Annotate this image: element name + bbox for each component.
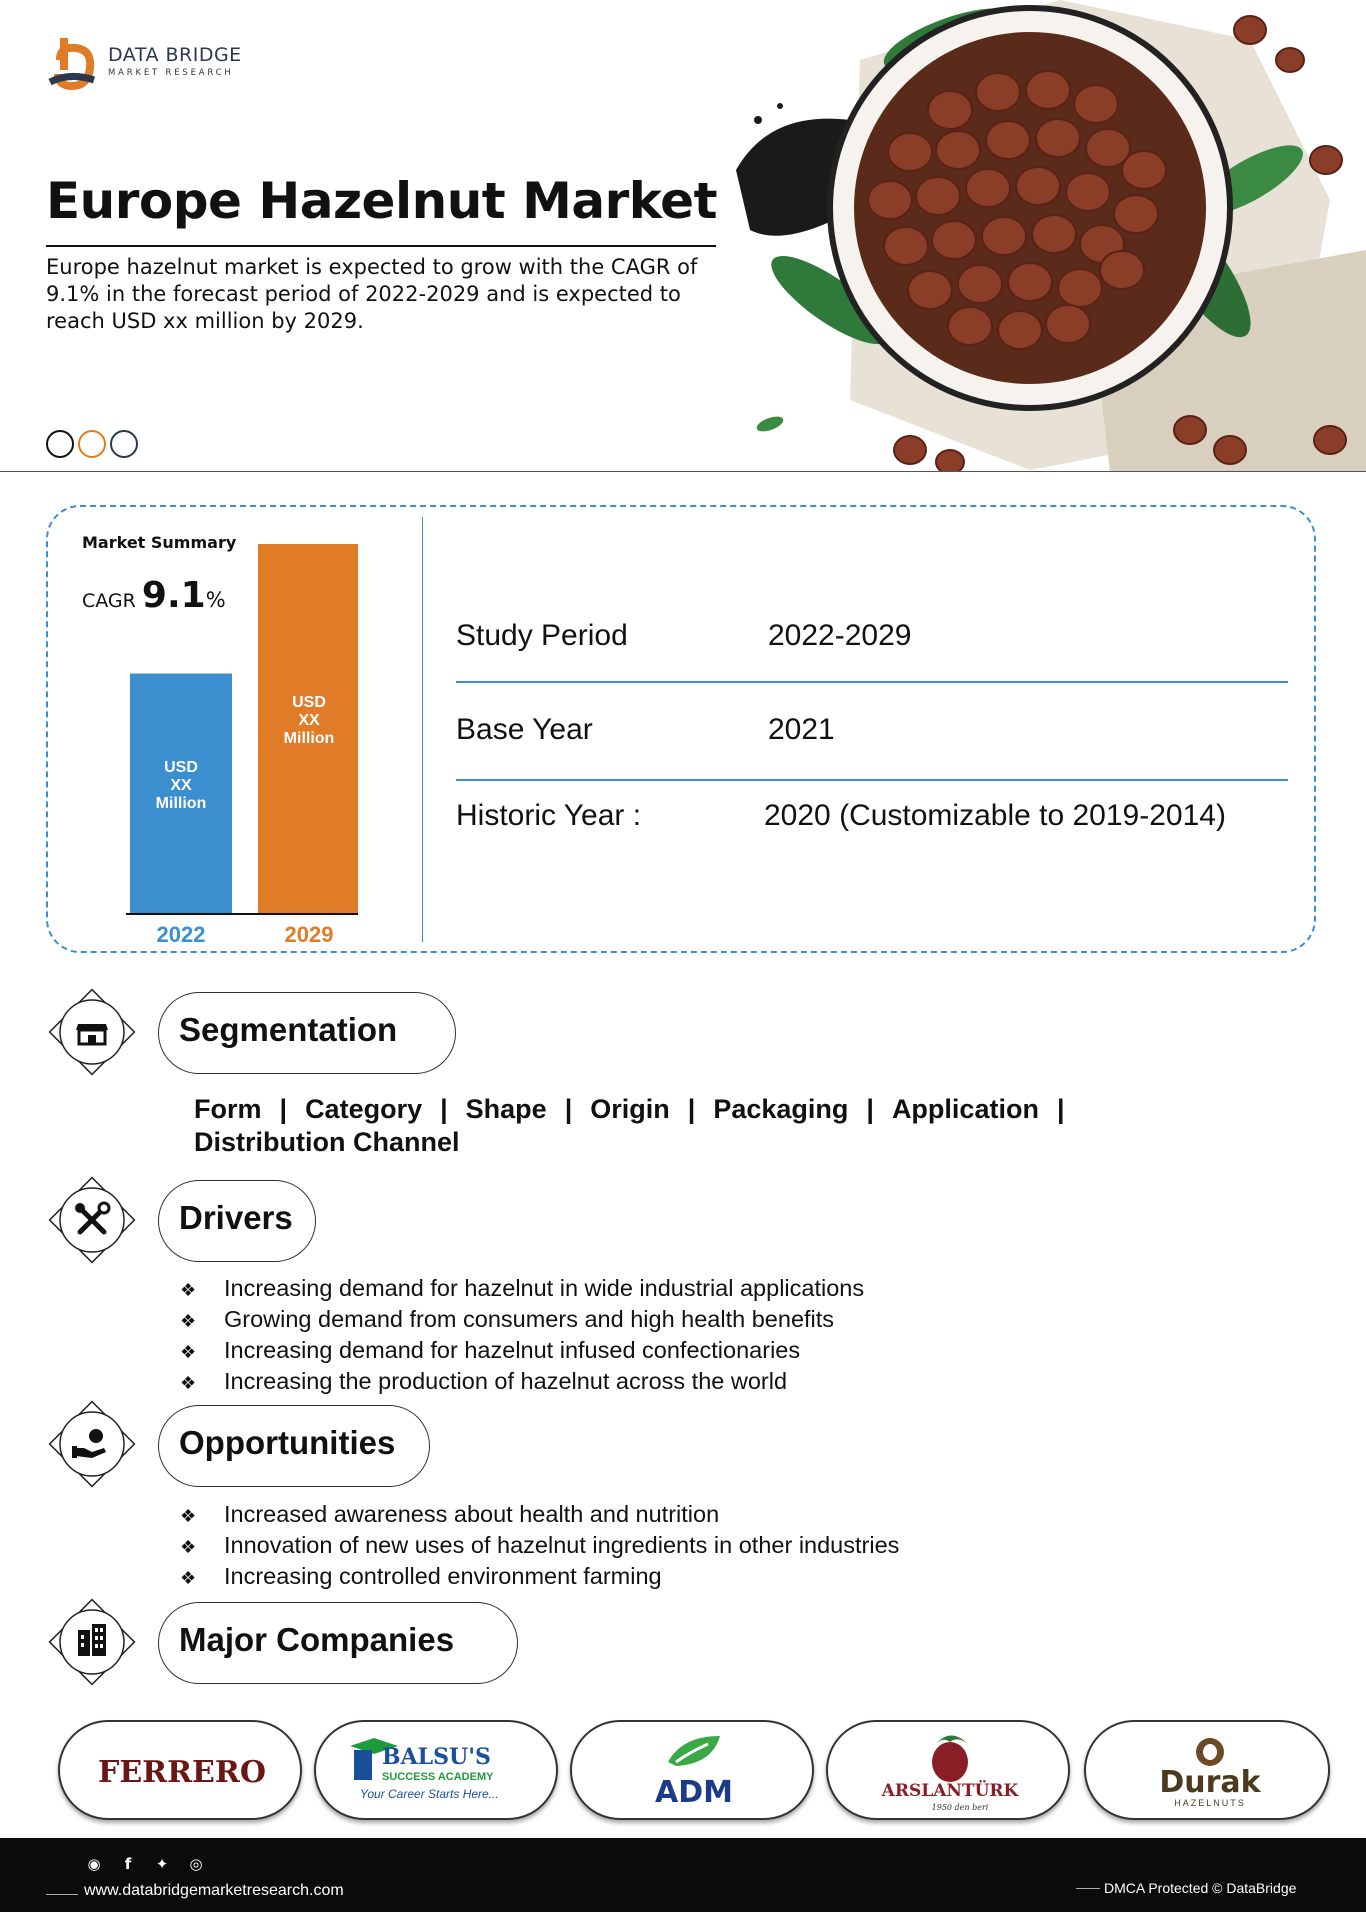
- list-item: [180, 1274, 864, 1305]
- drivers-list: [180, 1274, 864, 1398]
- segmentation-heading: [158, 992, 456, 1074]
- driver-text: Growing demand from consumers and high health benefits: [224, 1306, 835, 1332]
- bar-value-label: USD: [292, 694, 326, 711]
- segment-item: Shape: [465, 1094, 547, 1124]
- list-item: [180, 1305, 864, 1336]
- cagr-value: 9.1: [141, 575, 206, 616]
- bullet-icon: ❖: [180, 1280, 197, 1300]
- logo-mark-icon: [46, 34, 100, 94]
- opportunity-text: Increased awareness about health and nutrition: [224, 1501, 720, 1527]
- study-period-label: Study Period: [456, 619, 628, 652]
- segment-separator: |: [687, 1094, 696, 1124]
- balsus-subtitle: SUCCESS ACADEMY: [382, 1771, 494, 1783]
- buildings-icon: [40, 1590, 144, 1694]
- durak-name: Durak: [1159, 1765, 1261, 1800]
- page-title: Europe Hazelnut Market: [46, 172, 717, 230]
- historic-year-value: 2020 (Customizable to 2019-2014): [764, 799, 1226, 832]
- segment-item: Form: [194, 1094, 262, 1124]
- header-divider: [0, 471, 1366, 472]
- list-item: [180, 1367, 864, 1398]
- arslanturk-wordmark: [828, 1722, 1070, 1820]
- segment-item: Category: [305, 1094, 423, 1124]
- adm-logo[interactable]: [570, 1720, 814, 1820]
- brand-logo[interactable]: [46, 34, 266, 94]
- hazelnut-bowl-image: [730, 0, 1366, 472]
- bar-value-label: XX: [298, 712, 320, 729]
- arslanturk-name: ARSLANTÜRK: [881, 1781, 1019, 1801]
- opportunity-text: Increasing controlled environment farming: [224, 1563, 662, 1589]
- hazelnut-emblem-icon: [932, 1742, 968, 1782]
- balsus-wordmark: [316, 1722, 558, 1820]
- segment-separator: |: [279, 1094, 288, 1124]
- drivers-title: Drivers: [179, 1199, 293, 1236]
- brand-name: DATA BRIDGE: [108, 44, 242, 66]
- ferrero-name: FERRERO: [98, 1755, 266, 1790]
- balsus-name: BALSU'S: [382, 1744, 491, 1770]
- arslanturk-since: 1950 den beri: [931, 1803, 989, 1812]
- list-item: [180, 1336, 864, 1367]
- footer-rule: [1076, 1888, 1100, 1889]
- balsus-slogan: Your Career Starts Here...: [360, 1787, 499, 1801]
- instagram-icon[interactable]: ◎: [189, 1855, 203, 1873]
- dot-dark: [46, 430, 74, 458]
- website-link[interactable]: www.databridgemarketresearch.com: [84, 1882, 344, 1899]
- adm-name: ADM: [655, 1775, 733, 1810]
- opportunities-list: [180, 1500, 899, 1593]
- major-companies-heading: [158, 1602, 518, 1684]
- segmentation-title: Segmentation: [179, 1011, 398, 1048]
- info-row-divider: [456, 681, 1288, 683]
- opportunities-heading: [158, 1405, 430, 1487]
- social-links: [84, 1854, 220, 1874]
- footer: [0, 1838, 1366, 1912]
- bar-value-label: Million: [155, 794, 207, 812]
- base-year-value: 2021: [768, 713, 835, 746]
- base-year-label: Base Year: [456, 713, 593, 746]
- major-companies-title: Major Companies: [179, 1621, 455, 1658]
- bar-2022: [130, 674, 232, 915]
- opportunity-text: Innovation of new uses of hazelnut ingredients in other industries: [224, 1532, 900, 1558]
- durak-subtitle: HAZELNUTS: [1174, 1798, 1246, 1808]
- driver-text: Increasing demand for hazelnut in wide industrial applications: [224, 1275, 865, 1301]
- footer-rule: [46, 1894, 78, 1895]
- adm-wordmark: [572, 1722, 814, 1820]
- bullet-icon: ❖: [180, 1506, 197, 1526]
- info-row-divider: [456, 779, 1288, 781]
- segment-item: Packaging: [713, 1094, 849, 1124]
- shop-icon: [40, 980, 144, 1084]
- cagr-prefix: CAGR: [82, 590, 136, 612]
- durak-wordmark: [1086, 1722, 1330, 1820]
- hand-money-icon: [40, 1392, 144, 1496]
- market-size-bar-chart: [118, 529, 358, 949]
- balsus-logo[interactable]: [314, 1720, 558, 1820]
- x-tick-label: 2029: [284, 922, 334, 947]
- bar-2029: [258, 544, 358, 914]
- opportunities-title: Opportunities: [179, 1424, 396, 1461]
- segmentation-list: [194, 1094, 1083, 1125]
- market-summary-panel: [46, 505, 1316, 953]
- whatsapp-icon[interactable]: ◉: [87, 1855, 101, 1873]
- driver-text: Increasing demand for hazelnut infused confectionaries: [224, 1337, 801, 1363]
- facebook-icon[interactable]: f: [124, 1855, 132, 1873]
- segment-separator: |: [1056, 1094, 1065, 1124]
- segment-item: Application: [891, 1094, 1039, 1124]
- market-summary-label: Market Summary: [82, 533, 237, 552]
- bar-value-label: XX: [170, 776, 192, 794]
- dot-blue: [110, 430, 138, 458]
- bullet-icon: ❖: [180, 1311, 197, 1331]
- bullet-icon: ❖: [180, 1342, 197, 1362]
- study-period-value: 2022-2029: [768, 619, 912, 652]
- driver-text: Increasing the production of hazelnut across the world: [224, 1368, 788, 1394]
- intro-paragraph: Europe hazelnut market is expected to grow with the CAGR of 9.1% in the forecast period of 2022-2029 and is expected to reach USD xx million by 2029.: [46, 255, 698, 333]
- historic-year-label: Historic Year :: [456, 799, 642, 832]
- title-underline: [46, 245, 716, 247]
- balsus-b-mark: [354, 1750, 372, 1780]
- brand-tagline: MARKET RESEARCH: [108, 68, 234, 78]
- bar-value-label: Million: [283, 730, 335, 747]
- durak-logo[interactable]: [1084, 1720, 1330, 1820]
- dmca-notice: DMCA Protected © DataBridge: [1104, 1880, 1297, 1896]
- twitter-icon[interactable]: ✦: [155, 1855, 169, 1873]
- segment-separator: |: [440, 1094, 448, 1124]
- ferrero-wordmark: [60, 1722, 302, 1820]
- x-tick-label: 2022: [156, 922, 206, 947]
- bullet-icon: ❖: [180, 1568, 197, 1588]
- arslanturk-logo[interactable]: [826, 1720, 1070, 1820]
- bullet-icon: ❖: [180, 1537, 197, 1557]
- tools-icon: [40, 1168, 144, 1272]
- list-item: [180, 1531, 899, 1562]
- bar-value-label: USD: [164, 758, 198, 776]
- dot-orange: [78, 430, 106, 458]
- bullet-icon: ❖: [180, 1373, 197, 1393]
- segment-separator: |: [564, 1094, 573, 1124]
- summary-divider: [422, 517, 423, 942]
- cagr-suffix: %: [205, 588, 226, 612]
- list-item: [180, 1500, 899, 1531]
- segment-separator: |: [866, 1094, 874, 1124]
- segment-item: Distribution Channel: [194, 1127, 460, 1157]
- list-item: [180, 1562, 899, 1593]
- drivers-heading: [158, 1180, 316, 1262]
- segment-item: Origin: [590, 1094, 670, 1124]
- ferrero-logo[interactable]: [58, 1720, 302, 1820]
